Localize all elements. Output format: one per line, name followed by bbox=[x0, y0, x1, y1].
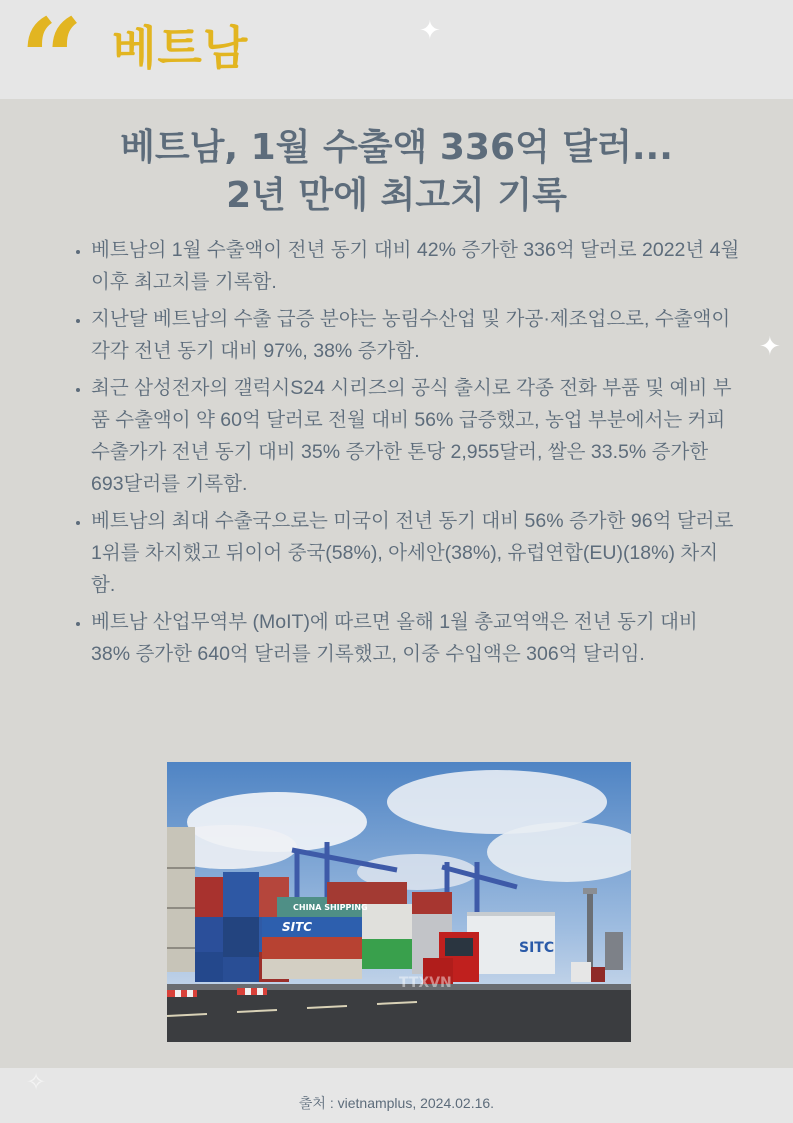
category-label: 베트남 bbox=[112, 21, 249, 75]
title-line-2: 2년 만에 최고치 기록 bbox=[226, 175, 567, 216]
sparkle-icon: ✦ bbox=[759, 332, 781, 362]
port-photo bbox=[167, 762, 631, 1042]
bullet-item: • 베트남의 1월 수출액이 전년 동기 대비 42% 증가한 336억 달러로 2022년 4월 이후 최고치를 기록함. bbox=[91, 234, 741, 298]
container-text: CHINA SHIPPING bbox=[293, 903, 368, 912]
bullet-item: • 최근 삼성전자의 갤럭시S24 시리즈의 공식 출시로 각종 전화 부품 및 예비 부품 수출액이 약 60억 달러로 전월 대비 56% 급증했고, 농업 부분에서는 커피 수출가가 전년 동기 대비 35% 증가한 톤당 2,955달러, 쌀은 33.5% 증가한 693달러를 기록함. bbox=[91, 372, 741, 500]
bullet-item: • 베트남의 최대 수출국으로는 미국이 전년 동기 대비 56% 증가한 96억 달러로 1위를 차지했고 뒤이어 중국(58%), 아세안(38%), 유럽연합(EU)(18%) 차지함. bbox=[91, 505, 741, 601]
port-photo-illustration bbox=[167, 762, 631, 1042]
bullet-item: • 지난달 베트남의 수출 급증 분야는 농림수산업 및 가공·제조업으로, 수출액이 각각 전년 동기 대비 97%, 38% 증가함. bbox=[91, 303, 741, 367]
container-text: SITC bbox=[282, 920, 313, 934]
source-credit: 출처 : vietnamplus, 2024.02.16. bbox=[298, 1095, 495, 1111]
title-line-1: 베트남, 1월 수출액 336억 달러... bbox=[120, 127, 673, 168]
bullet-list bbox=[66, 234, 741, 675]
header-bar bbox=[0, 0, 793, 123]
photo-watermark: TTXVN bbox=[399, 975, 452, 991]
sparkle-icon: ✧ bbox=[26, 1068, 47, 1096]
article-title bbox=[40, 124, 753, 220]
container-text: SITC bbox=[519, 940, 555, 956]
sparkle-icon: ✦ bbox=[419, 16, 441, 46]
bullet-item: • 베트남 산업무역부 (MoIT)에 따르면 올해 1월 총교역액은 전년 동기 대비 38% 증가한 640억 달러를 기록했고, 이중 수입액은 306억 달러임. bbox=[91, 606, 741, 670]
quote-mark-icon: “ bbox=[20, 0, 84, 123]
